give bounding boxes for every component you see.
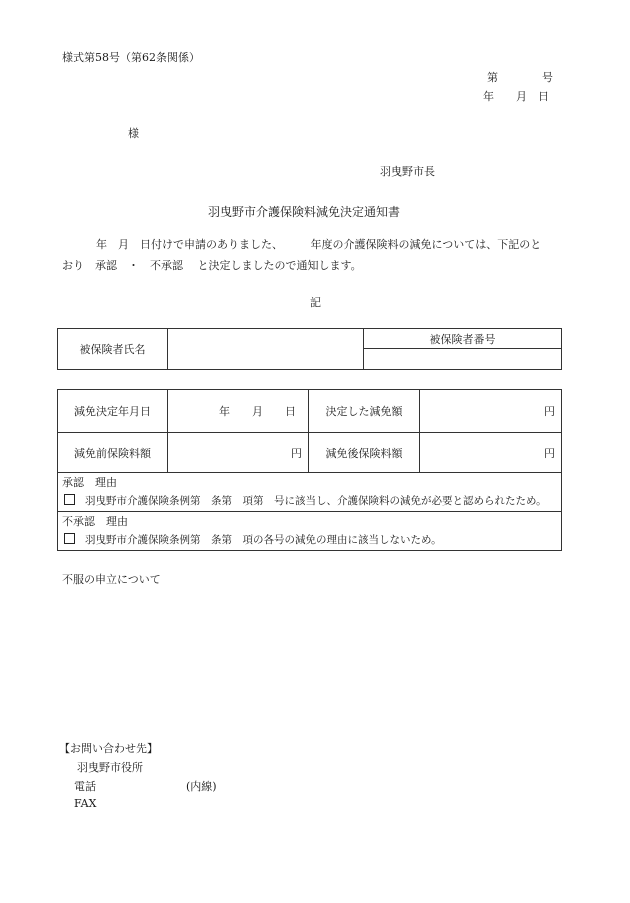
rejection-checkbox[interactable] bbox=[64, 533, 75, 544]
decided-amount-yen: 円 bbox=[420, 390, 562, 433]
rejection-reason-text: 羽曳野市介護保険条例第 条第 項の各号の減免の理由に該当しないため。 bbox=[85, 534, 442, 546]
notice-body-line1: 年 月 日付けで申請のありました、 年度の介護保険料の減免については、下記のと bbox=[96, 238, 542, 251]
document-number: 第 号 bbox=[487, 71, 553, 84]
contact-fax-label: FAX bbox=[74, 797, 97, 810]
approval-reason-cell bbox=[58, 473, 562, 512]
recipient-honorific: 様 bbox=[128, 127, 139, 140]
rejection-reason-label: 不承認 理由 bbox=[62, 515, 128, 528]
decided-amount-label: 決定した減免額 bbox=[309, 390, 420, 433]
decision-date-label: 減免決定年月日 bbox=[58, 390, 168, 433]
before-amount-label: 減免前保険料額 bbox=[58, 433, 168, 473]
insured-name-value bbox=[168, 329, 364, 370]
ki-heading: 記 bbox=[310, 296, 321, 309]
contact-extension: (内線) bbox=[186, 780, 217, 793]
decision-date-value: 年 月 日 bbox=[168, 390, 309, 433]
notice-body bbox=[62, 234, 572, 276]
before-amount-yen: 円 bbox=[168, 433, 309, 473]
rejection-reason-cell bbox=[58, 512, 562, 551]
contact-heading: 【お問い合わせ先】 bbox=[59, 742, 158, 755]
appeal-heading: 不服の申立について bbox=[62, 573, 161, 586]
contact-office: 羽曳野市役所 bbox=[77, 761, 143, 774]
after-amount-yen: 円 bbox=[420, 433, 562, 473]
contact-phone-label: 電話 bbox=[74, 780, 96, 793]
form-number: 様式第58号（第62条関係） bbox=[62, 51, 200, 64]
approval-reason-text: 羽曳野市介護保険条例第 条第 項第 号に該当し、介護保険料の減免が必要と認められたため。 bbox=[85, 495, 547, 507]
document-title: 羽曳野市介護保険料減免決定通知書 bbox=[208, 205, 401, 219]
notice-body-line2: おり 承認 ・ 不承認 と決定しましたので通知します。 bbox=[62, 259, 362, 272]
insured-number-label: 被保険者番号 bbox=[364, 329, 562, 349]
reduction-table bbox=[57, 389, 562, 551]
insured-name-label: 被保険者氏名 bbox=[58, 329, 168, 370]
approval-reason-label: 承認 理由 bbox=[62, 476, 117, 489]
insured-number-value bbox=[364, 349, 562, 370]
after-amount-label: 減免後保険料額 bbox=[309, 433, 420, 473]
approval-checkbox[interactable] bbox=[64, 494, 75, 505]
insured-info-table bbox=[57, 328, 562, 370]
issuer-name: 羽曳野市長 bbox=[380, 165, 435, 178]
document-date: 年 月 日 bbox=[483, 90, 549, 103]
